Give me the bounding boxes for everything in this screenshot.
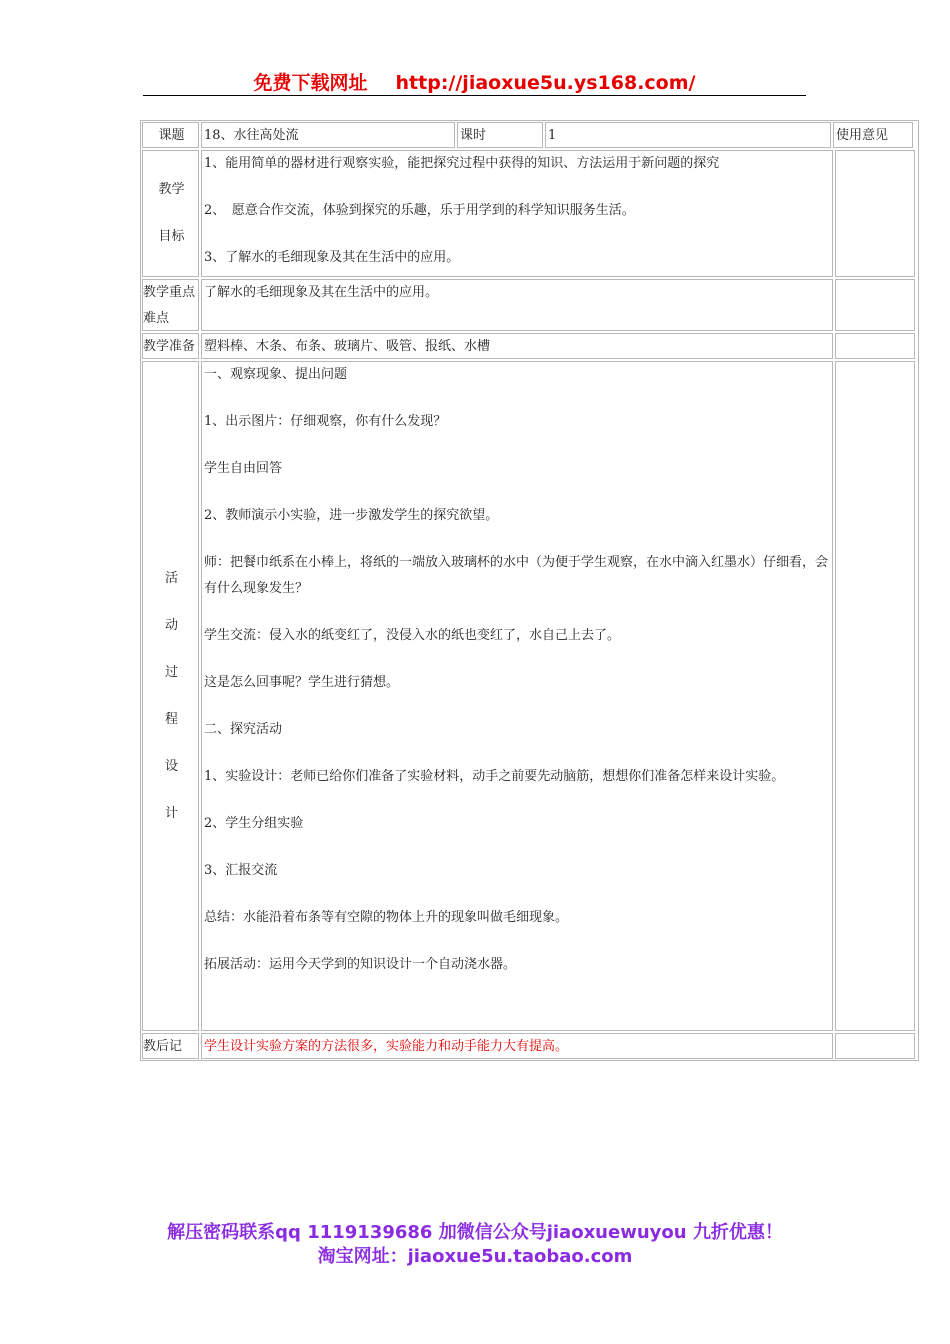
afterword-content: 学生设计实验方案的方法很多，实验能力和动手能力大有提高。 xyxy=(201,1033,833,1059)
process-usage-cell xyxy=(835,361,915,1031)
process-label-char: 计 xyxy=(164,805,178,821)
process-label xyxy=(142,361,199,1031)
process-step: 2、学生分组实验 xyxy=(204,816,304,831)
keypoints-row xyxy=(141,278,918,332)
period-label: 课时 xyxy=(457,122,543,148)
process-step: 1、实验设计：老师已给你们准备了实验材料，动手之前要先动脑筋，想想你们准备怎样来设计实验。 xyxy=(204,769,785,784)
period-value: 1 xyxy=(545,122,831,148)
keypoints-label: 教学重点难点 xyxy=(142,279,199,331)
process-step: 学生自由回答 xyxy=(204,461,283,476)
process-row xyxy=(141,360,918,1032)
goals-label xyxy=(142,150,199,277)
header-label: 免费下载网址 xyxy=(253,72,368,94)
process-step: 师：把餐巾纸系在小棒上，将纸的一端放入玻璃杯的水中（为便于学生观察，在水中滴入红墨水）仔细看，会有什么现象发生？ xyxy=(204,555,829,596)
goals-label-line-2: 目标 xyxy=(158,229,185,244)
process-content xyxy=(201,361,833,1031)
afterword-row xyxy=(141,1032,918,1060)
process-step: 二、探究活动 xyxy=(204,722,283,737)
footer-contact: 解压密码联系qq 1119139686 加微信公众号jiaoxuewuyou 九折优惠！ xyxy=(167,1222,783,1243)
header-url-link[interactable]: http://jiaoxue5u.ys168.com/ xyxy=(395,72,696,94)
process-step: 1、出示图片：仔细观察，你有什么发现？ xyxy=(204,414,447,429)
topic-label: 课题 xyxy=(142,122,199,148)
goal-item: 3、了解水的毛细现象及其在生活中的应用。 xyxy=(204,250,460,265)
goals-label-line-1: 教学 xyxy=(158,182,185,197)
keypoints-content: 了解水的毛细现象及其在生活中的应用。 xyxy=(201,279,833,331)
afterword-label: 教后记 xyxy=(142,1033,199,1059)
process-label-char: 设 xyxy=(164,758,178,774)
goals-row xyxy=(141,149,918,278)
download-header xyxy=(143,68,806,95)
process-step: 这是怎么回事呢？学生进行猜想。 xyxy=(204,675,400,690)
topic-value: 18、水往高处流 xyxy=(201,122,455,148)
lesson-plan-table xyxy=(140,120,919,1061)
topic-row xyxy=(141,121,918,149)
goals-content xyxy=(201,150,833,277)
keypoints-usage-cell xyxy=(835,279,915,331)
goal-item: 2、 愿意合作交流，体验到探究的乐趣，乐于用学到的科学知识服务生活。 xyxy=(204,203,635,218)
process-step: 2、教师演示小实验，进一步激发学生的探究欲望。 xyxy=(204,508,499,523)
footer-taobao-link[interactable]: 淘宝网址：jiaoxue5u.taobao.com xyxy=(317,1246,633,1267)
prep-label: 教学准备 xyxy=(142,333,199,359)
prep-usage-cell xyxy=(835,333,915,359)
prep-content: 塑料棒、木条、布条、玻璃片、吸管、报纸、水槽 xyxy=(201,333,833,359)
goal-item: 1、能用简单的器材进行观察实验，能把探究过程中获得的知识、方法运用于新问题的探究 xyxy=(204,156,720,171)
goals-usage-cell xyxy=(835,150,915,277)
afterword-usage-cell xyxy=(835,1033,915,1059)
process-label-char: 动 xyxy=(164,617,178,633)
process-step: 拓展活动：运用今天学到的知识设计一个自动浇水器。 xyxy=(204,957,517,972)
header-rule xyxy=(143,95,806,96)
prep-row xyxy=(141,332,918,360)
usage-label: 使用意见 xyxy=(833,122,913,148)
process-label-char: 过 xyxy=(164,664,178,680)
process-step: 总结：水能沿着布条等有空隙的物体上升的现象叫做毛细现象。 xyxy=(204,910,569,925)
process-label-char: 活 xyxy=(164,570,178,586)
process-label-char: 程 xyxy=(164,711,178,727)
process-step: 一、观察现象、提出问题 xyxy=(204,367,348,382)
process-step: 学生交流：侵入水的纸变红了，没侵入水的纸也变红了，水自己上去了。 xyxy=(204,628,621,643)
process-step: 3、汇报交流 xyxy=(204,863,278,878)
